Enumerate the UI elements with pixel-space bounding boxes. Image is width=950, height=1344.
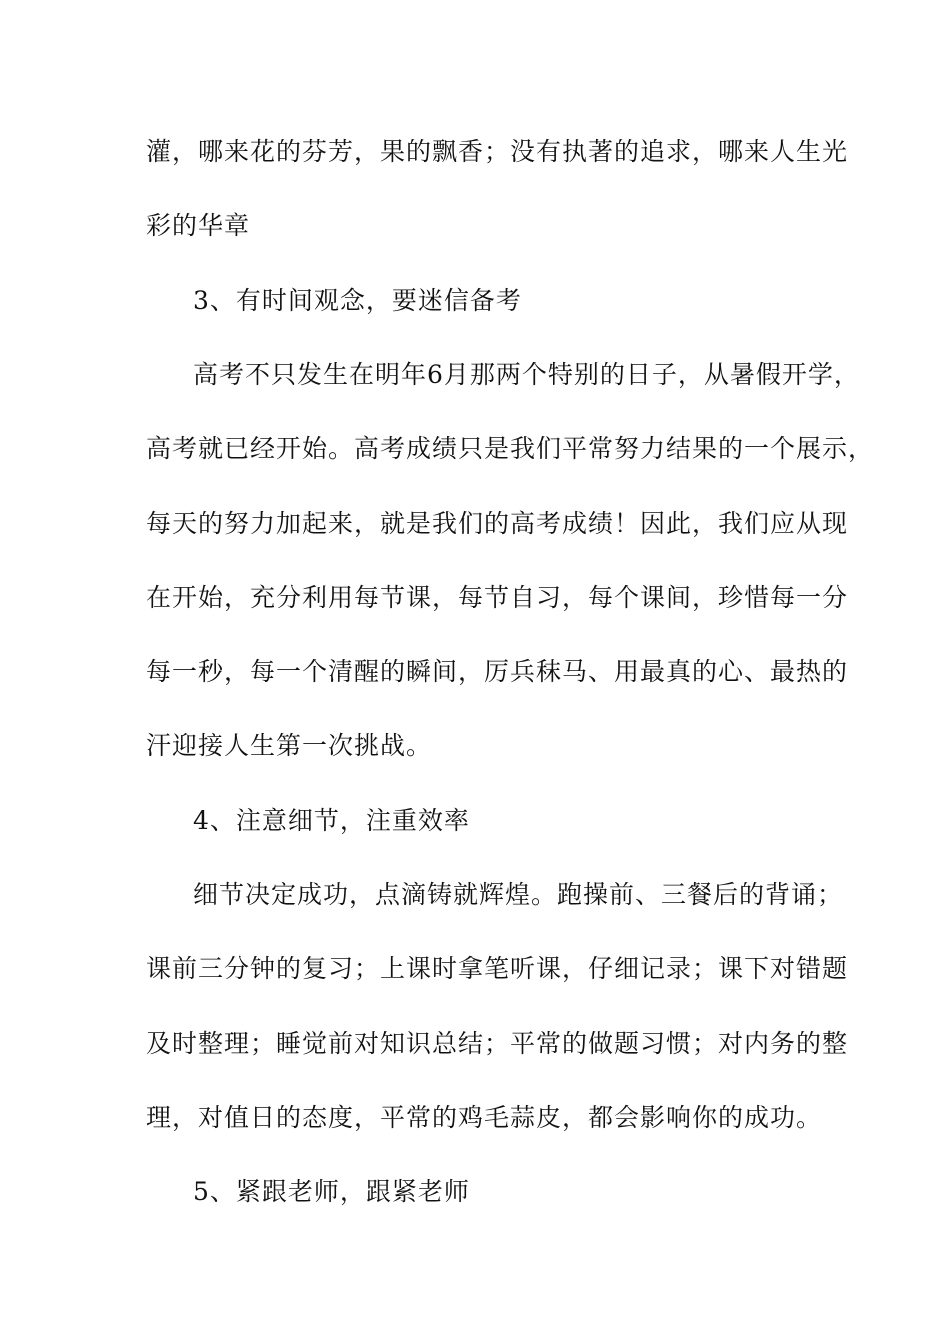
- section-heading-4: 4、注意细节，注重效率: [193, 806, 470, 835]
- section-heading-3: 3、有时间观念，要迷信备考: [193, 286, 522, 315]
- paragraph-line: 彩的华章: [146, 211, 251, 240]
- paragraph-line: 高考就已经开始。高考成绩只是我们平常努力结果的一个展示，: [146, 434, 875, 463]
- paragraph-line: 课前三分钟的复习；上课时拿笔听课，仔细记录；课下对错题: [146, 954, 849, 983]
- paragraph-line: 每一秒，每一个清醒的瞬间，厉兵秣马、用最真的心、最热的: [146, 657, 849, 686]
- paragraph-line: 细节决定成功，点滴铸就辉煌。跑操前、三餐后的背诵；: [193, 880, 844, 909]
- paragraph-line: 汗迎接人生第一次挑战。: [146, 731, 433, 760]
- paragraph-line: 高考不只发生在明年6月那两个特别的日子，从暑假开学，: [193, 360, 860, 389]
- paragraph-line: 每天的努力加起来，就是我们的高考成绩！因此，我们应从现: [146, 509, 849, 538]
- paragraph-line: 在开始，充分利用每节课，每节自习，每个课间，珍惜每一分: [146, 583, 849, 612]
- paragraph-line: 灌，哪来花的芬芳，果的飘香；没有执著的追求，哪来人生光: [146, 137, 849, 166]
- section-heading-5: 5、紧跟老师，跟紧老师: [193, 1177, 470, 1206]
- paragraph-line: 及时整理；睡觉前对知识总结；平常的做题习惯；对内务的整: [146, 1029, 849, 1058]
- paragraph-line: 理，对值日的态度，平常的鸡毛蒜皮，都会影响你的成功。: [146, 1103, 823, 1132]
